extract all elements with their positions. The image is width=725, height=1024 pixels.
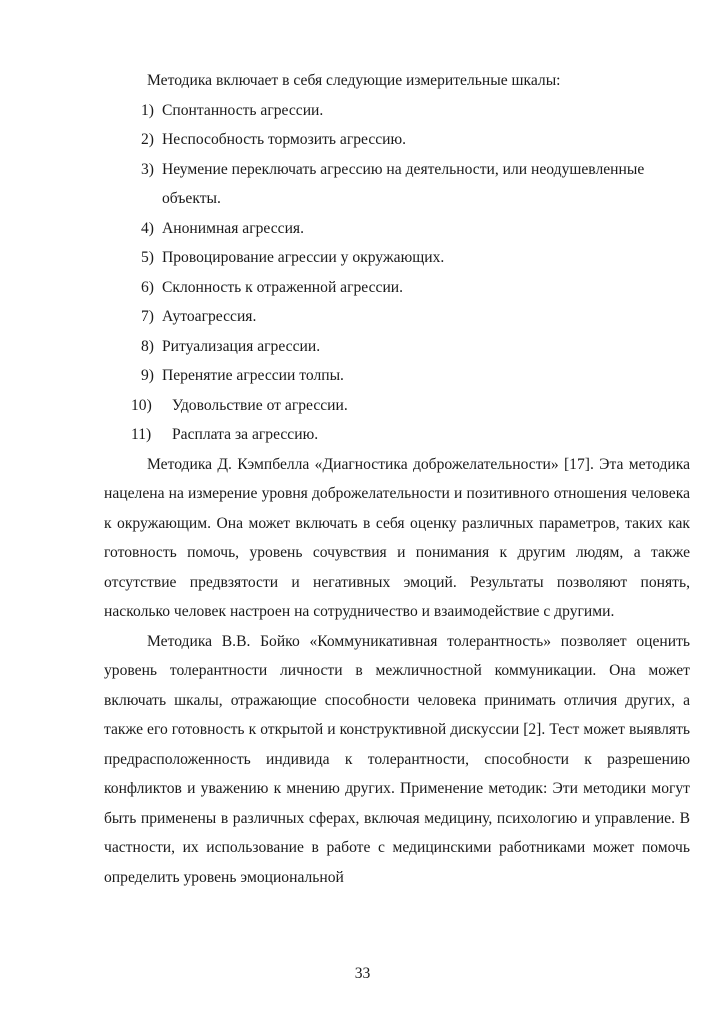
list-item-number: 7) [141,308,154,325]
scales-intro: Методика включает в себя следующие измерительные шкалы: [147,72,561,89]
list-item-text: Расплата за агрессию. [172,426,319,443]
list-item [104,125,690,155]
list-item [104,214,690,244]
list-item [104,302,690,332]
list-item-text: Анонимная агрессия. [162,219,304,237]
scales-list [104,96,690,450]
list-item-number: 6) [141,278,154,296]
text-body [104,66,690,892]
list-item-number: 3) [141,160,154,178]
list-item-number: 9) [141,367,154,384]
list-item-number: 11) [131,426,152,443]
list-item [104,273,690,303]
paragraph-boyko: Методика В.В. Бойко «Коммуникативная толерантность» позволяет оценить уровень толерантности личности в межличностной коммуникации. Она может включать шкалы, отражающие способности человека принимать отличия других, а также его готовность к открытой и конструктивной дискуссии [2]. Тест может выявлять предрасположенность индивида к толерантности, способности к разрешению конфликтов и уважению к мнению других. Применение методик: Эти методики могут быть применены в различных сферах, включая медицину, психологию и управление. В частности, их использование в работе с медицинскими работниками может помочь определить уровень эмоциональной [104,632,690,886]
list-item [104,391,690,421]
list-item-text: Склонность к отраженной агрессии. [162,278,404,296]
list-item [104,243,690,273]
list-item-number: 4) [141,219,154,237]
paragraph-campbell: Методика Д. Кэмпбелла «Диагностика доброжелательности» [17]. Эта методика нацелена на измерение уровня доброжелательности и позитивного отношения человека к окружающим. Она может включать в себя оценку различных параметров, таких как готовность помочь, уровень сочувствия и понимания к другим людям, а также отсутствие предвзятости и негативных эмоций. Результаты позволяют понять, насколько человек настроен на сотрудничество и взаимодействие с другими. [104,455,690,620]
list-item-text: Ритуализация агрессии. [162,337,321,355]
list-item-number: 1) [141,101,154,119]
list-item [104,332,690,362]
list-item-text: Аутоагрессия. [162,308,257,325]
list-item [104,361,690,391]
list-item-number: 2) [141,131,154,148]
list-item-text: Неспособность тормозить агрессию. [162,131,407,148]
list-item-text: Провоцирование агрессии у окружающих. [162,249,445,266]
list-item [104,96,690,126]
list-item-text: Удовольствие от агрессии. [172,396,348,414]
page-number: 33 [354,965,371,982]
list-item-number: 10) [131,396,152,414]
list-item-text: Спонтанность агрессии. [162,101,324,119]
list-item-number: 5) [141,249,154,266]
list-item-number: 8) [141,337,154,355]
list-item-text: Перенятие агрессии толпы. [162,367,344,384]
list-item [104,420,690,450]
list-item-text: Неумение переключать агрессию на деятельности, или неодушевленные объекты. [162,160,645,207]
list-item [104,155,690,214]
